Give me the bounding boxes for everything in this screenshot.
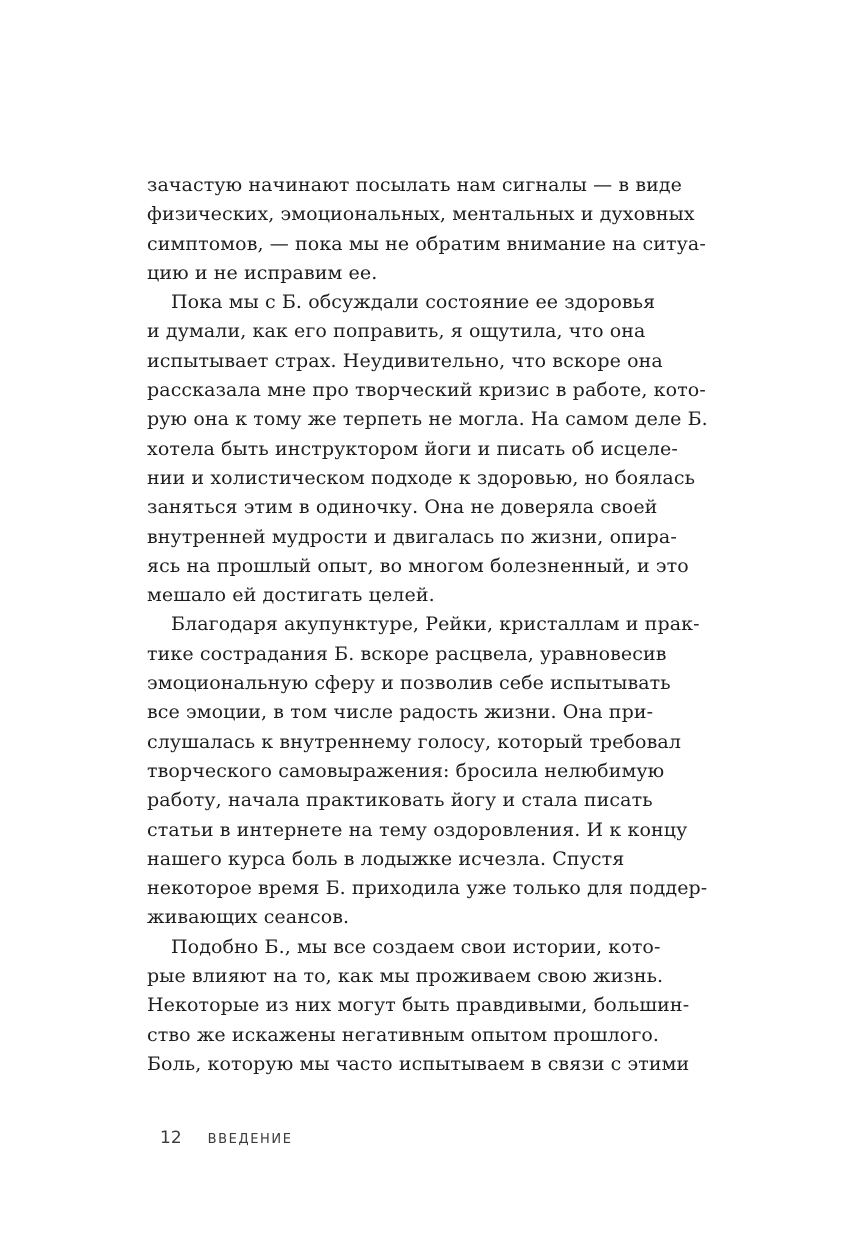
text-line: хотела быть инструктором йоги и писать об исцеле- bbox=[147, 437, 678, 460]
text-line: некоторое время Б. приходила уже только для поддер- bbox=[147, 877, 708, 900]
running-section-title: ВВЕДЕНИЕ bbox=[207, 1132, 293, 1147]
text-line: цию и не исправим ее. bbox=[147, 261, 378, 284]
paragraph-first-line: Подобно Б., мы все создаем свои истории, кото- bbox=[171, 935, 661, 958]
paragraph-first-line: Пока мы с Б. обсуждали состояние ее здоровья bbox=[171, 291, 656, 314]
text-line: работу, начала практиковать йогу и стала писать bbox=[147, 789, 653, 812]
text-line: симптомов, — пока мы не обратим внимание на ситуа- bbox=[147, 232, 706, 255]
text-line: физических, эмоциональных, ментальных и духовных bbox=[147, 203, 695, 226]
text-line: Боль, которую мы часто испытываем в связи с этими bbox=[147, 1052, 690, 1075]
text-line: ство же искажены негативным опытом прошлого. bbox=[147, 1023, 660, 1046]
text-line: статьи в интернете на тему оздоровления. И к концу bbox=[147, 818, 688, 841]
text-line: тике сострадания Б. вскоре расцвела, уравновесив bbox=[147, 642, 667, 665]
text-line: нии и холистическом подходе к здоровью, но боялась bbox=[147, 466, 696, 489]
text-line: ясь на прошлый опыт, во многом болезненный, и это bbox=[147, 554, 689, 577]
text-line: нашего курса боль в лодыжке исчезла. Спустя bbox=[147, 847, 625, 870]
text-line: Некоторые из них могут быть правдивыми, большин- bbox=[147, 994, 690, 1017]
text-line: испытывает страх. Неудивительно, что вскоре она bbox=[147, 349, 663, 372]
text-line: творческого самовыражения: бросила нелюбимую bbox=[147, 759, 665, 782]
text-line: эмоциональную сферу и позволив себе испытывать bbox=[147, 672, 671, 695]
text-line: зачастую начинают посылать нам сигналы — в виде bbox=[147, 174, 683, 196]
text-line: рые влияют на то, как мы проживаем свою жизнь. bbox=[147, 965, 664, 988]
page-footer bbox=[160, 1128, 293, 1152]
body-text bbox=[147, 171, 717, 1079]
text-line: живающих сеансов. bbox=[147, 906, 350, 929]
text-line: заняться этим в одиночку. Она не доверяла своей bbox=[147, 496, 658, 519]
text-line: слушалась к внутреннему голосу, который требовал bbox=[147, 730, 681, 753]
text-line: и думали, как его поправить, я ощутила, что она bbox=[147, 320, 646, 343]
text-line: мешало ей достигать целей. bbox=[147, 584, 435, 607]
text-line: все эмоции, в том числе радость жизни. Она при- bbox=[147, 701, 654, 724]
paragraph-first-line: Благодаря акупунктуре, Рейки, кристаллам и прак- bbox=[171, 613, 700, 636]
text-line: внутренней мудрости и двигалась по жизни, опира- bbox=[147, 525, 677, 548]
text-line: рассказала мне про творческий кризис в работе, кото- bbox=[147, 379, 706, 402]
text-line: рую она к тому же терпеть не могла. На самом деле Б. bbox=[147, 408, 708, 431]
page-number: 12 bbox=[160, 1128, 182, 1148]
